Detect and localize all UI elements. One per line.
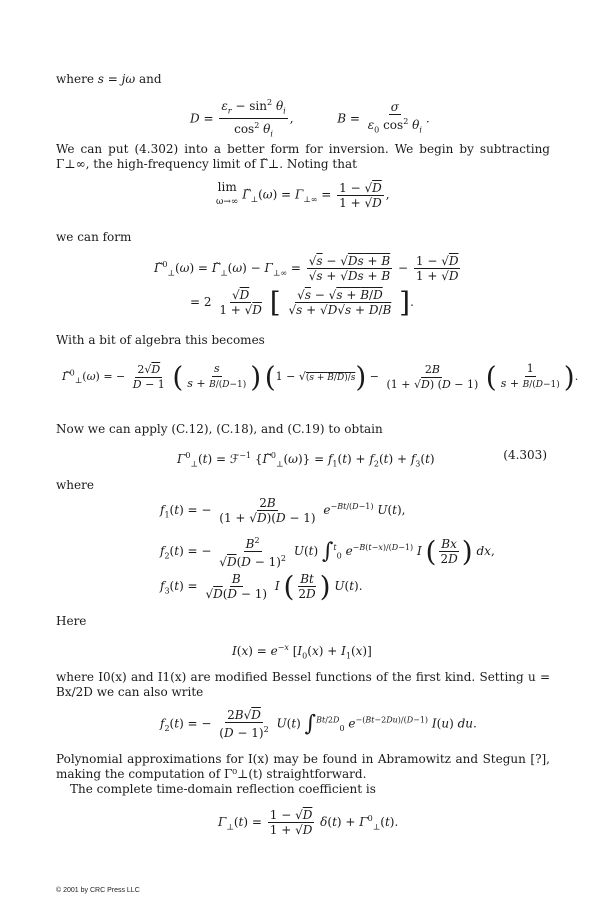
paragraph-polynomial: Polynomial approximations for I(x) may be found in Abramowitz and Stegun [?], making the computation of Γ⁰⊥(t) straightforward. [56, 752, 550, 781]
equation-algebra: Γ̃$^0_\perp$(ω) = − $\frac{2√D}{D - 1}$ ( $\frac{s}{s + B/(D-1)}$ ) (1 − √(s + B/D)/s) − $\frac{2B}{(1 + √D) (D - 1)}$ ( $\frac{1}{s + B/(D-1)}$ ). [62, 360, 579, 394]
paragraph-bessel: where I0(x) and I1(x) are modified Bessel functions of the first kind. Setting u = Bx/2D we can also write [56, 670, 550, 699]
equation-4303: $\Gamma^0_\perp(t)$ = ℱ$^{-1}$ {Γ̃$^0_\perp$(ω)} = $f_1(t) + f_2(t) + f_3(t)$ [177, 451, 435, 469]
equation-f1: $f_1(t)$ = − $\frac{2B}{(1 + √D)(D - 1)}$ $e^{-Bt/(D-1)}$ U(t), [160, 496, 406, 525]
paragraph-better-form: We can put (4.302) into a better form for inversion. We begin by subtracting Γ⊥∞, the high-frequency limit of Γ̃⊥. Noting that [56, 142, 550, 171]
equation-D-B: D = $\frac{\varepsilon_r - \sin^2 \theta_i}{\cos^2 \theta_i}$ , B = $\frac{\sigma}{\varepsilon_0 \cos^2 \theta_i}$ . [190, 98, 430, 139]
equation-limit: lim ω→∞ $\Gammã_\perp(\omega) = \Gamma_{\perp\infty}$ = $\frac{1 - √D}{1 + √D}$ , [216, 180, 390, 210]
equation-number-4303: (4.303) [503, 448, 547, 462]
paragraph-algebra: With a bit of algebra this becomes [56, 333, 265, 347]
equation-Ix: $I(x) = e^{-x}$ $[I_0(x) + I_1(x)]$ [232, 643, 372, 661]
paragraph-here: Here [56, 614, 87, 628]
equation-f3: $f_3(t)$ = $\frac{B}{√D(D - 1)}$ I ( $\frac{Bt}{2D}$ ) U(t). [160, 570, 363, 603]
equation-f2-alt: $f_2(t)$ = − $\frac{2B√D}{(D - 1)^2}$ U(t) ∫$^{Bt/2D}_0$ $e^{-(Bt-2Du)/(D-1)}$ I(u) du. [160, 708, 477, 740]
equation-gamma0-line1: Γ̃$^0_\perp$(ω) = $\Gammã_\perp(\omega) - \Gamma_{\perp\infty}$ = $\frac{√s - √Ds + B}{√s + √Ds + B}$ − $\frac{1 - √D}{1 + √D}$ [154, 254, 459, 283]
copyright-footer: © 2001 by CRC Press LLC [56, 887, 140, 894]
paragraph-complete: The complete time-domain reflection coefficient is [70, 782, 376, 796]
paragraph-we-can-form: we can form [56, 230, 132, 244]
eq-text-D-B [0, 0, 1, 1]
paragraph-where: where [56, 478, 94, 492]
paragraph-where-s: where s = jω and [56, 72, 162, 86]
equation-f2: $f_2(t)$ = − $\frac{B^2}{√D(D - 1)^2}$ U(t) ∫$^t_0$ $e^{-B(t-x)/(D-1)}$ I ( $\frac{Bx}{2D}$ ) dx, [160, 535, 495, 569]
paragraph-apply: Now we can apply (C.12), (C.18), and (C.19) to obtain [56, 422, 383, 436]
equation-gamma0-line2: = 2 $\frac{√D}{1 + √D}$ [ $\frac{√s - √s + B/D}{√s + √D√s + D/B}$ ]. [190, 286, 414, 319]
equation-final: $\Gamma_\perp(t)$ = $\frac{1 - √D}{1 + √D}$ $\delta(t) + \Gamma^0_\perp(t)$. [218, 808, 399, 837]
